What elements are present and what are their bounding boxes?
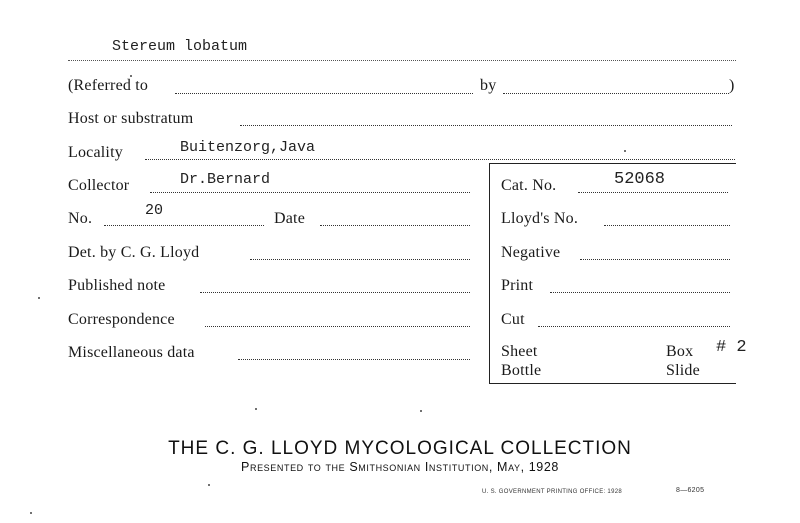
scan-speck xyxy=(38,297,40,299)
close-paren: ) xyxy=(729,77,735,94)
lloyds-no-label: Lloyd's No. xyxy=(501,210,579,227)
scan-speck xyxy=(30,512,32,514)
bottle-label: Bottle xyxy=(501,362,542,379)
referred-to-label: (Referred to xyxy=(68,77,149,94)
species-name: Stereum lobatum xyxy=(112,38,248,55)
locality-value: Buitenzorg,Java xyxy=(180,139,316,156)
published-note-field[interactable] xyxy=(200,292,470,293)
scan-speck xyxy=(130,75,132,77)
host-field[interactable] xyxy=(240,125,732,126)
scan-speck xyxy=(420,410,422,412)
collector-field[interactable] xyxy=(150,192,470,193)
cat-no-field[interactable] xyxy=(578,192,728,193)
collector-label: Collector xyxy=(68,177,130,194)
sheet-label: Sheet xyxy=(501,343,538,360)
date-label: Date xyxy=(274,210,306,227)
scan-speck xyxy=(208,484,210,486)
scan-speck xyxy=(255,408,257,410)
box-label: Box xyxy=(666,343,694,360)
det-by-field[interactable] xyxy=(250,259,470,260)
negative-field[interactable] xyxy=(580,259,730,260)
referred-by-field[interactable] xyxy=(503,93,729,94)
lloyds-no-field[interactable] xyxy=(604,225,730,226)
printing-office-note: U. S. GOVERNMENT PRINTING OFFICE: 1928 xyxy=(482,489,622,495)
correspondence-field[interactable] xyxy=(205,326,470,327)
print-label: Print xyxy=(501,277,534,294)
no-label: No. xyxy=(68,210,93,227)
box-left-border xyxy=(489,163,490,384)
locality-label: Locality xyxy=(68,144,123,161)
cut-label: Cut xyxy=(501,311,525,328)
species-underline xyxy=(68,60,736,61)
no-value: 20 xyxy=(145,202,164,219)
no-field[interactable] xyxy=(104,225,264,226)
host-label: Host or substratum xyxy=(68,110,194,127)
scan-speck xyxy=(624,150,626,152)
correspondence-label: Correspondence xyxy=(68,311,175,328)
collection-subtitle: Presented to the Smithsonian Institution, May, 1928 xyxy=(241,460,559,474)
slide-label: Slide xyxy=(666,362,700,379)
box-number-value: # 2 xyxy=(716,338,747,357)
misc-data-label: Miscellaneous data xyxy=(68,344,195,361)
form-number: 8—6205 xyxy=(676,487,705,494)
negative-label: Negative xyxy=(501,244,561,261)
det-by-label: Det. by C. G. Lloyd xyxy=(68,244,200,261)
collection-title: THE C. G. LLOYD MYCOLOGICAL COLLECTION xyxy=(168,438,632,459)
cat-no-label: Cat. No. xyxy=(501,177,557,194)
published-note-label: Published note xyxy=(68,277,166,294)
box-top-border xyxy=(489,163,736,164)
misc-data-field[interactable] xyxy=(238,359,470,360)
collector-value: Dr.Bernard xyxy=(180,171,271,188)
date-field[interactable] xyxy=(320,225,470,226)
by-label: by xyxy=(480,77,497,94)
referred-to-field[interactable] xyxy=(175,93,473,94)
box-bottom-border xyxy=(489,383,736,384)
print-field[interactable] xyxy=(550,292,730,293)
cat-no-value: 52068 xyxy=(614,170,666,189)
locality-field[interactable] xyxy=(145,159,735,160)
cut-field[interactable] xyxy=(538,326,730,327)
